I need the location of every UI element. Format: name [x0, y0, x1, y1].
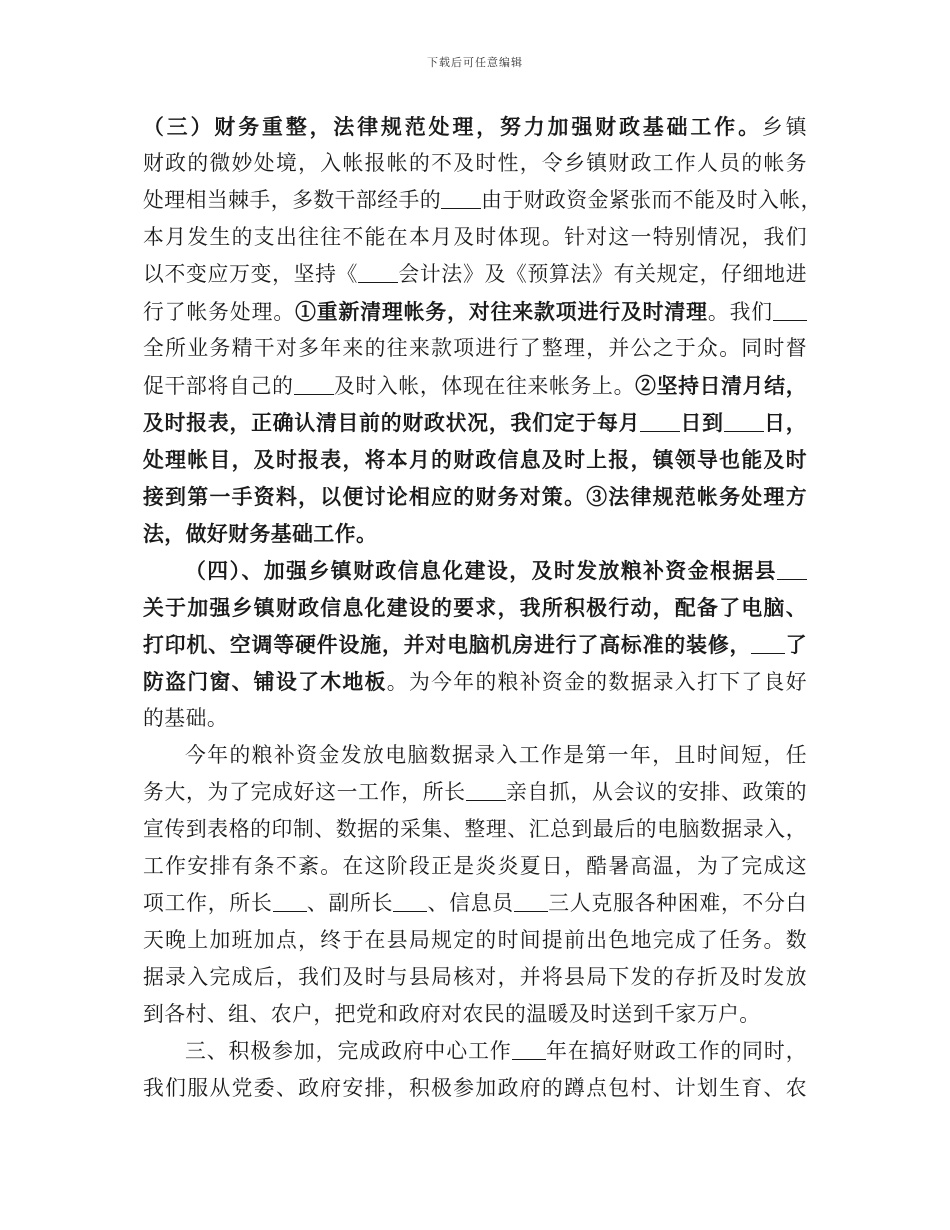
text-line: [143, 922, 807, 959]
text-segment: 。为今年的粮补资金的数据录入打下了良好: [386, 670, 808, 694]
text-segment: 项工作，所长: [143, 891, 273, 915]
text-line: [143, 1070, 807, 1107]
text-segment: 年在搞好财政工作的同时，: [545, 1039, 808, 1063]
fill-in-blank: [724, 410, 764, 433]
text-segment: 以不变应万变，坚持《: [143, 262, 359, 286]
fill-in-blank: [273, 890, 307, 913]
text-line: [143, 108, 807, 145]
text-line: [143, 404, 807, 441]
text-segment: 我们服从党委、政府安排，积极参加政府的蹲点包村、计划生育、农: [143, 1076, 807, 1100]
text-line: [143, 478, 807, 515]
text-line: [143, 885, 807, 922]
text-segment: 亲自抓，从会议的安排、政策的: [505, 780, 808, 804]
text-segment: 三、积极参加，完成政府中心工作: [185, 1039, 512, 1063]
text-segment: 务大，为了完成好这一工作，所长: [143, 780, 466, 804]
text-segment: 工作安排有条不紊。在这阶段正是炎炎夏日，酷暑高温，为了完成这: [143, 854, 807, 878]
text-segment: 乡镇: [761, 115, 808, 139]
text-segment: 、副所长: [306, 891, 394, 915]
text-line: [143, 1033, 807, 1070]
text-line: [143, 256, 807, 293]
bold-text-segment: （三）财务重整，法律规范处理，努力加强财政基础工作。: [143, 114, 762, 139]
fill-in-blank: [358, 261, 398, 284]
fill-in-blank: [751, 632, 785, 655]
fill-in-blank: [466, 779, 506, 802]
text-line: [143, 589, 807, 626]
text-line: [143, 330, 807, 367]
text-segment: 本月发生的支出往往不能在本月及时体现。针对这一特别情况，我们: [143, 225, 807, 249]
text-line: [143, 848, 807, 885]
bold-text-segment: ②坚持日清月结，: [635, 373, 808, 398]
text-segment: 三人克服各种困难，不分白: [547, 891, 808, 915]
text-segment: 到各村、组、农户，把党和政府对农民的温暖及时送到千家万户。: [143, 1002, 761, 1026]
text-line: [143, 663, 807, 700]
fill-in-blank: [294, 373, 334, 396]
bold-text-segment: 了: [785, 632, 808, 657]
text-line: [143, 219, 807, 256]
text-line: [143, 145, 807, 182]
text-line: [143, 182, 822, 219]
text-segment: 全所业务精干对多年来的往来款项进行了整理，并公之于众。同时督: [143, 336, 807, 360]
text-line: [143, 552, 807, 589]
text-segment: 行了帐务处理。: [143, 300, 296, 324]
text-segment: 会计法》及《预算法》有关规定，仔细地进: [398, 262, 807, 286]
bold-text-segment: 日，: [763, 410, 808, 435]
document-body: [143, 108, 822, 1107]
text-line: [143, 959, 807, 996]
text-segment: 促干部将自己的: [143, 374, 294, 398]
text-segment: 。我们: [707, 300, 774, 324]
text-line: [143, 811, 807, 848]
bold-text-segment: 处理帐目，及时报表，将本月的财政信息及时上报，镇领导也能及时: [143, 447, 807, 472]
page-header: 下载后可任意编辑: [427, 56, 523, 69]
text-line: [143, 626, 807, 663]
text-line: [143, 293, 807, 330]
text-segment: 据录入完成后，我们及时与县局核对，并将县局下发的存折及时发放: [143, 965, 807, 989]
bold-text-segment: （四）、加强乡镇财政信息化建设，及时发放粮补资金根据县: [185, 558, 777, 583]
text-line: [143, 515, 807, 552]
bold-text-segment: 打印机、空调等硬件设施，并对电脑机房进行了高标准的装修，: [143, 632, 752, 657]
text-line: [143, 774, 807, 811]
fill-in-blank: [514, 890, 548, 913]
text-segment: 宣传到表格的印制、数据的采集、整理、汇总到最后的电脑数据录入，: [143, 817, 807, 841]
bold-text-segment: 及时报表，正确认清目前的财政状况，我们定于每月: [143, 410, 641, 435]
text-line: [143, 737, 807, 774]
text-segment: 处理相当棘手，多数干部经手的: [143, 188, 442, 212]
text-line: [143, 700, 807, 737]
text-segment: 及时入帐，体现在往来帐务上。: [333, 374, 636, 398]
text-segment: 的基础。: [143, 706, 229, 730]
text-line: [143, 367, 807, 404]
text-segment: 今年的粮补资金发放电脑数据录入工作是第一年，且时间短，任: [185, 743, 807, 767]
bold-text-segment: 关于加强乡镇财政信息化建设的要求，我所积极行动，配备了电脑、: [143, 595, 807, 620]
bold-text-segment: 接到第一手资料，以便讨论相应的财务对策。③法律规范帐务处理方: [143, 484, 807, 509]
text-line: [143, 996, 807, 1033]
fill-in-blank: [640, 410, 680, 433]
text-segment: 财政的微妙处境，入帐报帐的不及时性，令乡镇财政工作人员的帐务: [143, 151, 807, 175]
bold-text-segment: 日到: [680, 410, 724, 435]
fill-in-blank: [512, 1038, 546, 1061]
text-segment: 天晚上加班加点，终于在县局规定的时间提前出色地完成了任务。数: [143, 928, 807, 952]
text-line: [143, 441, 807, 478]
bold-text-segment: 防盗门窗、铺设了木地板: [143, 669, 387, 694]
fill-in-blank: [441, 187, 481, 210]
bold-text-segment: ①重新清理帐务，对往来款项进行及时清理: [295, 299, 708, 324]
fill-in-blank: [777, 558, 807, 581]
fill-in-blank: [393, 890, 427, 913]
bold-text-segment: 法，做好财务基础工作。: [143, 521, 378, 546]
text-segment: 、信息员: [427, 891, 514, 915]
text-segment: 由于财政资金紧张而不能及时入帐，: [481, 188, 822, 212]
fill-in-blank: [773, 299, 807, 322]
